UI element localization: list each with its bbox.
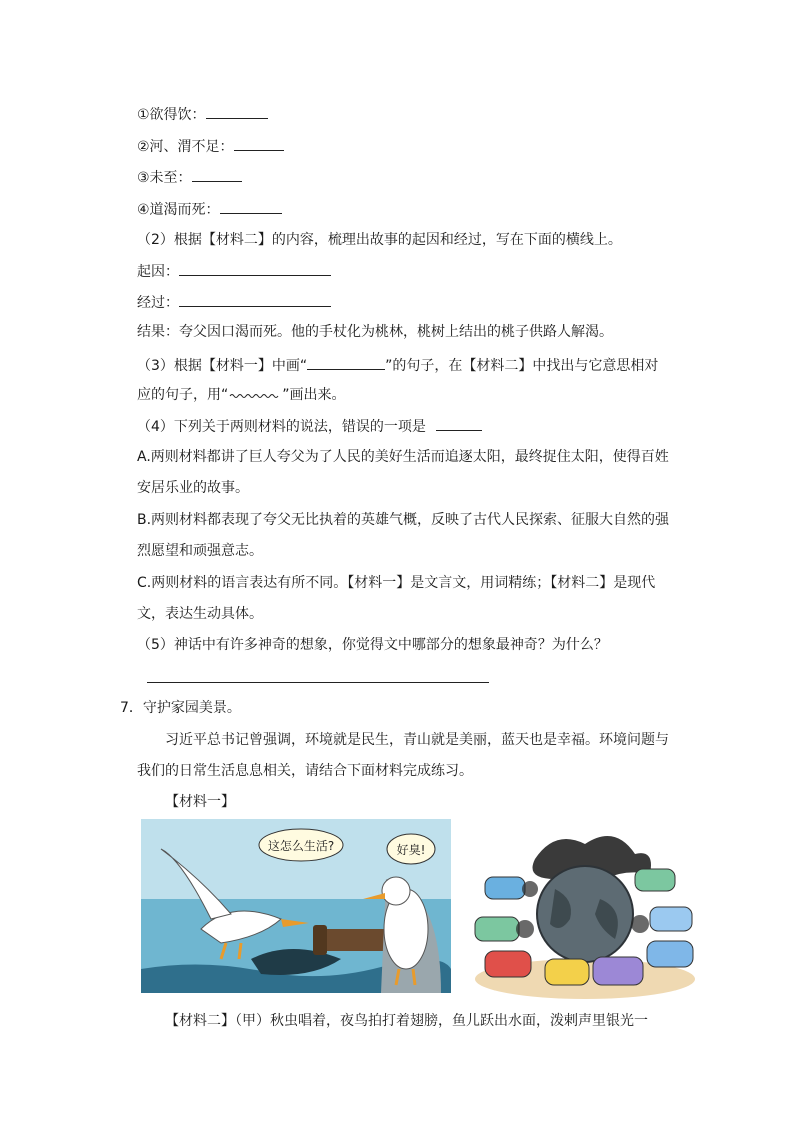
material2-line: 【材料二】（甲）秋虫唱着，夜鸟拍打着翅膀，鱼儿跃出水面，泼剌声里银光一 [165, 1013, 648, 1029]
q6-sub3-line2 [137, 385, 346, 405]
q6-sub2-cause [137, 261, 331, 282]
speech-bubble-1 [259, 829, 343, 861]
q6-sub3-part1: （3）根据【材料一】中画“ [137, 358, 308, 374]
underline-mark [307, 355, 385, 370]
process-blank[interactable] [179, 292, 331, 307]
cause-label: 起因： [137, 264, 179, 280]
option-b-line1: B.两则材料都表现了夸父无比执着的英雄气概，反映了古代人民探索、征服大自然的强 [137, 512, 670, 528]
answer-blank[interactable] [436, 416, 482, 431]
q6-sub3-line1 [137, 355, 658, 376]
q7-title: 7．守护家园美景。 [120, 700, 241, 716]
q6-sub1-item-4-text: ④道渴而死： [137, 202, 220, 218]
answer-blank[interactable] [192, 167, 242, 182]
option-b-line2: 烈愿望和顽强意志。 [137, 543, 263, 559]
answer-blank[interactable] [206, 104, 268, 119]
material1-label: 【材料一】 [165, 794, 235, 810]
q6-sub2-process [137, 292, 331, 313]
q6-sub3-line2b: ”画出来。 [282, 387, 346, 403]
q7-intro-line2: 我们的日常生活息息相关，请结合下面材料完成练习。 [137, 763, 473, 779]
q6-sub1-item-3-text: ③未至： [137, 170, 192, 186]
q6-sub1-item-1 [137, 104, 268, 125]
option-c-line2: 文，表达生动具体。 [137, 606, 263, 622]
q6-sub3-line2a: 应的句子，用“ [137, 387, 229, 403]
seagull-cartoon-image [141, 819, 451, 993]
process-label: 经过： [137, 295, 179, 311]
answer-blank[interactable] [234, 136, 284, 151]
speech-bubble-2 [387, 834, 435, 864]
bubble-text-1: 这怎么生活? [267, 839, 335, 853]
answer-blank[interactable] [220, 199, 282, 214]
q6-sub1-item-4 [137, 199, 282, 220]
wavy-underline-mark [228, 390, 282, 400]
q6-sub2-result: 结果：夸父因口渴而死。他的手杖化为桃林，桃树上结出的桃子供路人解渴。 [137, 324, 613, 340]
q6-sub1-item-3 [137, 167, 242, 188]
q6-sub2-prompt: （2）根据【材料二】的内容，梳理出故事的起因和经过，写在下面的横线上。 [137, 232, 622, 248]
q6-sub5-answer-line[interactable] [147, 682, 489, 683]
bubble-text-2: 好臭! [396, 843, 426, 857]
q6-sub4-prompt [137, 416, 482, 437]
q6-sub4-prompt-text: （4）下列关于两则材料的说法，错误的一项是 [137, 419, 426, 435]
q6-sub5-prompt: （5）神话中有许多神奇的想象，你觉得文中哪部分的想象最神奇？为什么？ [137, 637, 608, 653]
q6-sub1-item-1-text: ①欲得饮： [137, 107, 206, 123]
earth-cartoon-image [465, 829, 703, 1001]
seagull-pollution-cartoon [141, 819, 451, 993]
q6-sub3-part2: ”的句子，在【材料二】中找出与它意思相对 [385, 358, 659, 374]
option-a-line2: 安居乐业的故事。 [137, 480, 249, 496]
q7-intro-line1: 习近平总书记曾强调，环境就是民生，青山就是美丽，蓝天也是幸福。环境问题与 [165, 732, 669, 748]
cause-blank[interactable] [179, 261, 331, 276]
option-a-line1: A.两则材料都讲了巨人夸父为了人民的美好生活而追逐太阳，最终捉住太阳，使得百姓 [137, 449, 669, 465]
q6-sub1-item-2-text: ②河、渭不足： [137, 139, 234, 155]
q6-sub1-item-2 [137, 136, 284, 157]
option-c-line1: C.两则材料的语言表达有所不同。【材料一】是文言文，用词精练；【材料二】是现代 [137, 575, 656, 591]
earth-car-pollution-cartoon [465, 829, 703, 1001]
